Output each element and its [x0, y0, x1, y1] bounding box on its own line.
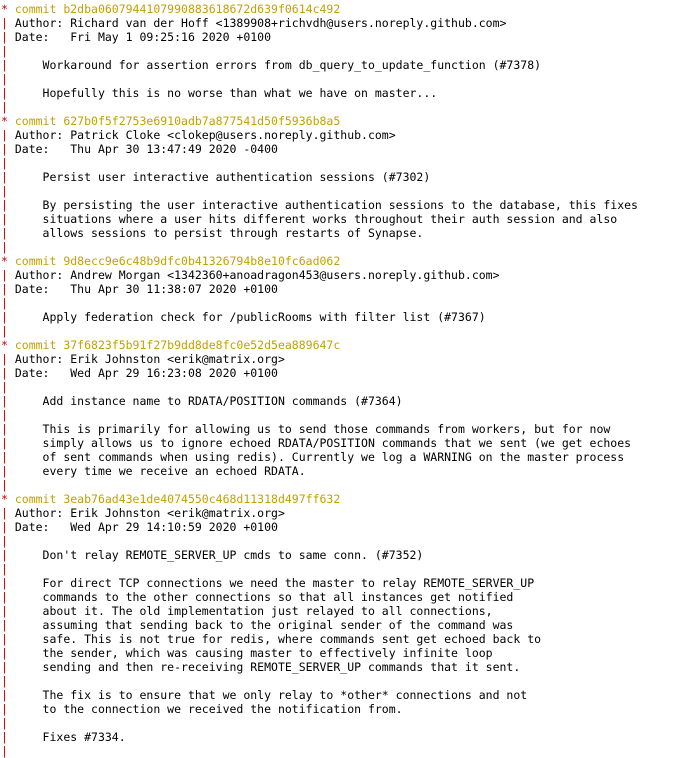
- graph-pipe: |: [1, 16, 15, 30]
- graph-pipe: |: [1, 44, 8, 58]
- graph-spacer-line: [1, 744, 692, 758]
- commit-message-line: [1, 576, 692, 590]
- commit-hash-text: commit 9d8ecc9e6c48b9dfc0b41326794b8e10fc6ad062: [14, 254, 341, 268]
- graph-pipe: |: [1, 268, 15, 282]
- graph-spacer-line: [1, 478, 692, 492]
- graph-pipe: |: [1, 702, 15, 716]
- author-line: [1, 352, 692, 366]
- commit-message-line: [1, 702, 692, 716]
- graph-pipe: |: [1, 716, 8, 730]
- author-line: [1, 16, 692, 30]
- message-text: For direct TCP connections we need the master to relay REMOTE_SERVER_UP: [14, 576, 535, 590]
- author-text: Author: Patrick Cloke <clokep@users.noreply.github.com>: [14, 128, 396, 142]
- commit-bullet-marker: *: [1, 338, 15, 352]
- graph-spacer-line: [1, 716, 692, 730]
- message-text: Apply federation check for /publicRooms with filter list (#7367): [14, 310, 486, 324]
- graph-spacer-line: [1, 156, 692, 170]
- commit-hash-text: commit b2dba0607944107990883618672d639f0614c492: [14, 2, 341, 16]
- commit-message-line: [1, 646, 692, 660]
- commit-hash-line: [1, 114, 692, 128]
- message-text: Hopefully this is no worse than what we have on master...: [14, 86, 438, 100]
- commit-message-line: [1, 86, 692, 100]
- commit-message-line: [1, 436, 692, 450]
- graph-spacer-line: [1, 408, 692, 422]
- date-line: [1, 142, 692, 156]
- date-text: Date: Thu Apr 30 11:38:07 2020 +0100: [14, 282, 278, 296]
- commit-message-line: [1, 310, 692, 324]
- graph-pipe: |: [1, 310, 15, 324]
- graph-pipe: |: [1, 100, 8, 114]
- graph-spacer-line: [1, 184, 692, 198]
- graph-pipe: |: [1, 660, 15, 674]
- graph-pipe: |: [1, 170, 15, 184]
- graph-spacer-line: [1, 562, 692, 576]
- graph-pipe: |: [1, 408, 8, 422]
- graph-pipe: |: [1, 324, 8, 338]
- graph-pipe: |: [1, 534, 8, 548]
- commit-hash-line: [1, 338, 692, 352]
- message-text: simply allows us to ignore echoed RDATA/POSITION commands that we sent (we get echoes: [14, 436, 632, 450]
- message-text: to the connection we received the notification from.: [14, 702, 403, 716]
- message-text: sending and then re-receiving REMOTE_SERVER_UP commands that it sent.: [14, 660, 521, 674]
- message-text: This is primarily for allowing us to send those commands from workers, but for now: [14, 422, 611, 436]
- graph-pipe: |: [1, 72, 8, 86]
- commit-bullet-marker: *: [1, 114, 15, 128]
- graph-pipe: |: [1, 296, 8, 310]
- graph-pipe: |: [1, 506, 15, 520]
- commit-hash-line: [1, 2, 692, 16]
- commit-message-line: [1, 450, 692, 464]
- graph-pipe: |: [1, 436, 15, 450]
- graph-spacer-line: [1, 44, 692, 58]
- graph-pipe: |: [1, 422, 15, 436]
- commit-hash-text: commit 37f6823f5b91f27b9dd8de8fc0e52d5ea889647c: [14, 338, 341, 352]
- graph-pipe: |: [1, 30, 15, 44]
- date-text: Date: Wed Apr 29 14:10:59 2020 +0100: [14, 520, 278, 534]
- message-text: Fixes #7334.: [14, 730, 126, 744]
- date-text: Date: Fri May 1 09:25:16 2020 +0100: [14, 30, 272, 44]
- message-text: Don't relay REMOTE_SERVER_UP cmds to same conn. (#7352): [14, 548, 424, 562]
- graph-pipe: |: [1, 562, 8, 576]
- author-text: Author: Andrew Morgan <1342360+anoadragon453@users.noreply.github.com>: [14, 268, 500, 282]
- graph-pipe: |: [1, 198, 15, 212]
- graph-pipe: |: [1, 464, 15, 478]
- graph-pipe: |: [1, 142, 15, 156]
- graph-spacer-line: [1, 324, 692, 338]
- commit-message-line: [1, 170, 692, 184]
- date-line: [1, 30, 692, 44]
- graph-pipe: |: [1, 674, 8, 688]
- message-text: about it. The old implementation just relayed to all connections,: [14, 604, 493, 618]
- graph-pipe: |: [1, 212, 15, 226]
- author-line: [1, 128, 692, 142]
- graph-pipe: |: [1, 86, 15, 100]
- graph-pipe: |: [1, 366, 15, 380]
- graph-pipe: |: [1, 156, 8, 170]
- message-text: allows sessions to persist through restarts of Synapse.: [14, 226, 424, 240]
- graph-pipe: |: [1, 380, 8, 394]
- graph-pipe: |: [1, 646, 15, 660]
- graph-pipe: |: [1, 450, 15, 464]
- commit-message-line: [1, 198, 692, 212]
- message-text: of sent commands when using redis). Currently we log a WARNING on the master process: [14, 450, 625, 464]
- commit-bullet-marker: *: [1, 2, 15, 16]
- graph-spacer-line: [1, 296, 692, 310]
- graph-pipe: |: [1, 282, 15, 296]
- commit-message-line: [1, 548, 692, 562]
- author-text: Author: Richard van der Hoff <1389908+richvdh@users.noreply.github.com>: [14, 16, 507, 30]
- message-text: Workaround for assertion errors from db_query_to_update_function (#7378): [14, 58, 542, 72]
- date-line: [1, 282, 692, 296]
- commit-message-line: [1, 394, 692, 408]
- commit-message-line: [1, 618, 692, 632]
- commit-message-line: [1, 464, 692, 478]
- date-text: Date: Thu Apr 30 13:47:49 2020 -0400: [14, 142, 278, 156]
- graph-pipe: |: [1, 226, 15, 240]
- message-text: situations where a user hits different works throughout their auth session and also: [14, 212, 618, 226]
- message-text: every time we receive an echoed RDATA.: [14, 464, 306, 478]
- graph-pipe: |: [1, 520, 15, 534]
- message-text: Add instance name to RDATA/POSITION commands (#7364): [14, 394, 403, 408]
- commit-hash-line: [1, 492, 692, 506]
- commit-message-line: [1, 604, 692, 618]
- commit-message-line: [1, 730, 692, 744]
- graph-pipe: |: [1, 744, 8, 758]
- message-text: safe. This is not true for redis, where commands sent get echoed back to: [14, 632, 542, 646]
- message-text: The fix is to ensure that we only relay to *other* connections and not: [14, 688, 528, 702]
- message-text: the sender, which was causing master to effectively infinite loop: [14, 646, 493, 660]
- graph-pipe: |: [1, 478, 8, 492]
- graph-pipe: |: [1, 128, 15, 142]
- commit-hash-line: [1, 254, 692, 268]
- commit-message-line: [1, 422, 692, 436]
- commit-message-line: [1, 590, 692, 604]
- graph-pipe: |: [1, 632, 15, 646]
- graph-spacer-line: [1, 72, 692, 86]
- graph-pipe: |: [1, 688, 15, 702]
- graph-spacer-line: [1, 100, 692, 114]
- commit-message-line: [1, 58, 692, 72]
- date-line: [1, 366, 692, 380]
- graph-pipe: |: [1, 58, 15, 72]
- graph-pipe: |: [1, 394, 15, 408]
- date-line: [1, 520, 692, 534]
- commit-bullet-marker: *: [1, 254, 15, 268]
- graph-pipe: |: [1, 730, 15, 744]
- graph-spacer-line: [1, 240, 692, 254]
- commit-hash-text: commit 627b0f5f2753e6910adb7a877541d50f5936b8a5: [14, 114, 341, 128]
- commit-message-line: [1, 632, 692, 646]
- author-text: Author: Erik Johnston <erik@matrix.org>: [14, 352, 285, 366]
- commit-hash-text: commit 3eab76ad43e1de4074550c468d11318d497ff632: [14, 492, 341, 506]
- graph-pipe: |: [1, 240, 8, 254]
- date-text: Date: Wed Apr 29 16:23:08 2020 +0100: [14, 366, 278, 380]
- commit-bullet-marker: *: [1, 492, 15, 506]
- graph-pipe: |: [1, 184, 8, 198]
- message-text: commands to the other connections so that all instances get notified: [14, 590, 514, 604]
- graph-pipe: |: [1, 590, 15, 604]
- commit-message-line: [1, 212, 692, 226]
- message-text: By persisting the user interactive authentication sessions to the database, this fixes: [14, 198, 638, 212]
- graph-spacer-line: [1, 674, 692, 688]
- graph-pipe: |: [1, 576, 15, 590]
- author-text: Author: Erik Johnston <erik@matrix.org>: [14, 506, 285, 520]
- message-text: assuming that sending back to the original sender of the command was: [14, 618, 514, 632]
- commit-message-line: [1, 660, 692, 674]
- graph-pipe: |: [1, 548, 15, 562]
- commit-message-line: [1, 688, 692, 702]
- graph-pipe: |: [1, 604, 15, 618]
- graph-pipe: |: [1, 352, 15, 366]
- commit-message-line: [1, 226, 692, 240]
- message-text: Persist user interactive authentication sessions (#7302): [14, 170, 431, 184]
- author-line: [1, 268, 692, 282]
- graph-spacer-line: [1, 534, 692, 548]
- graph-pipe: |: [1, 618, 15, 632]
- graph-spacer-line: [1, 380, 692, 394]
- author-line: [1, 506, 692, 520]
